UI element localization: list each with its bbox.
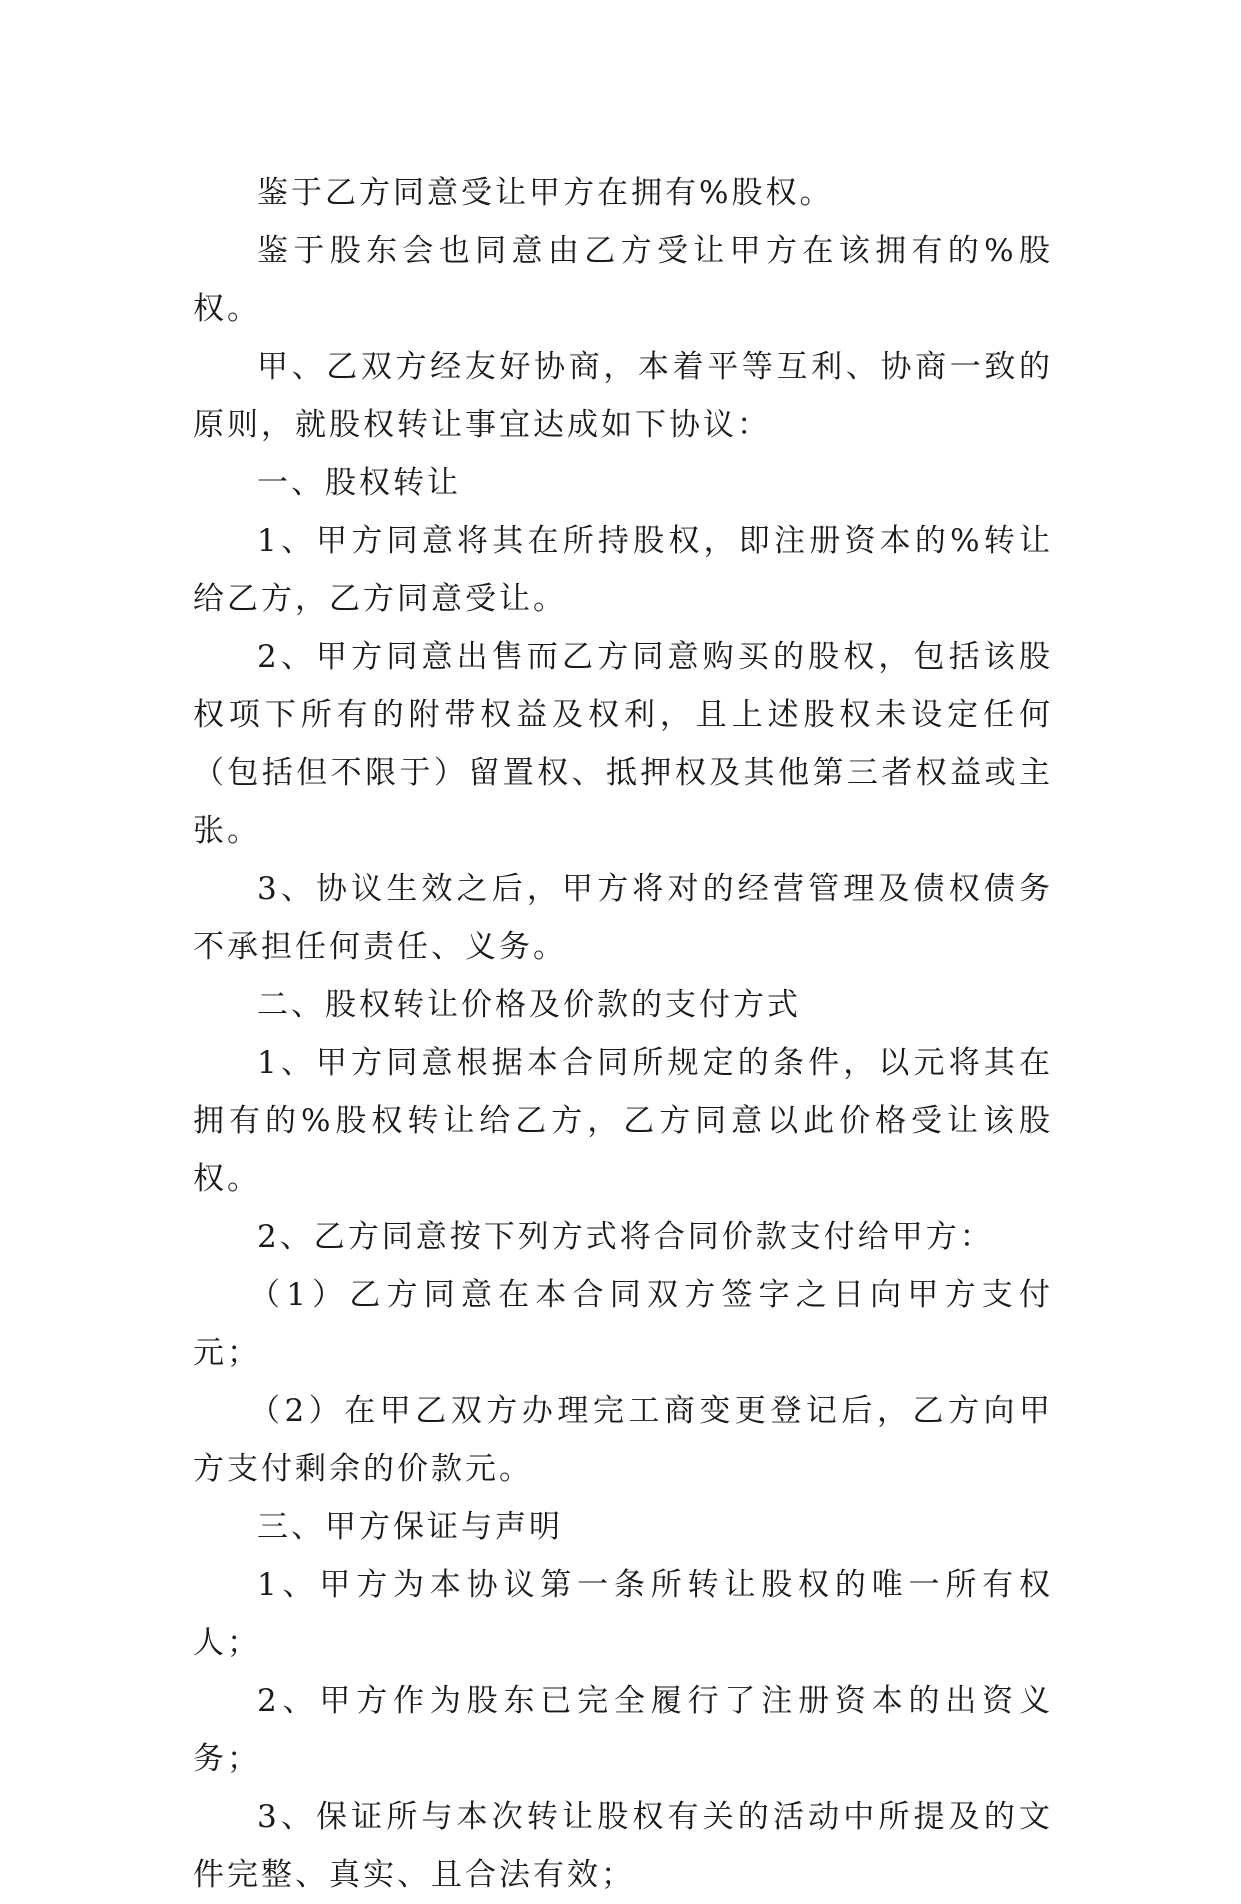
section-heading: 一、股权转让 — [257, 465, 461, 501]
section-heading: 二、股权转让价格及价款的支付方式 — [257, 987, 801, 1023]
paragraph: 2、甲方同意出售而乙方同意购买的股权，包括该股权项下所有的附带权益及权利，且上述股权未设定任何（包括但不限于）留置权、抵押权及其他第三者权益或主张。 — [193, 639, 1053, 849]
paragraph: 1、甲方同意根据本合同所规定的条件，以元将其在拥有的%股权转让给乙方，乙方同意以此价格受让该股权。 — [193, 1045, 1053, 1197]
section-heading: 三、甲方保证与声明 — [257, 1509, 563, 1545]
paragraph: 3、协议生效之后，甲方将对的经营管理及债权债务不承担任何责任、义务。 — [193, 871, 1053, 965]
paragraph: 1、甲方同意将其在所持股权，即注册资本的%转让给乙方，乙方同意受让。 — [193, 523, 1053, 617]
paragraph: 2、甲方作为股东已完全履行了注册资本的出资义务； — [193, 1683, 1053, 1777]
paragraph: 甲、乙双方经友好协商，本着平等互利、协商一致的原则，就股权转让事宜达成如下协议： — [193, 349, 1053, 443]
paragraph: （2）在甲乙双方办理完工商变更登记后，乙方向甲方支付剩余的价款元。 — [193, 1393, 1053, 1487]
paragraph: 1、甲方为本协议第一条所转让股权的唯一所有权人； — [193, 1567, 1053, 1661]
paragraph: 鉴于乙方同意受让甲方在拥有%股权。 — [257, 175, 834, 211]
paragraph: 鉴于股东会也同意由乙方受让甲方在该拥有的%股权。 — [193, 233, 1053, 327]
document-body — [193, 164, 1053, 1904]
paragraph: 3、保证所与本次转让股权有关的活动中所提及的文件完整、真实、且合法有效； — [193, 1799, 1053, 1893]
paragraph: 2、乙方同意按下列方式将合同价款支付给甲方： — [257, 1219, 994, 1255]
paragraph: （1）乙方同意在本合同双方签字之日向甲方支付元； — [193, 1277, 1053, 1371]
